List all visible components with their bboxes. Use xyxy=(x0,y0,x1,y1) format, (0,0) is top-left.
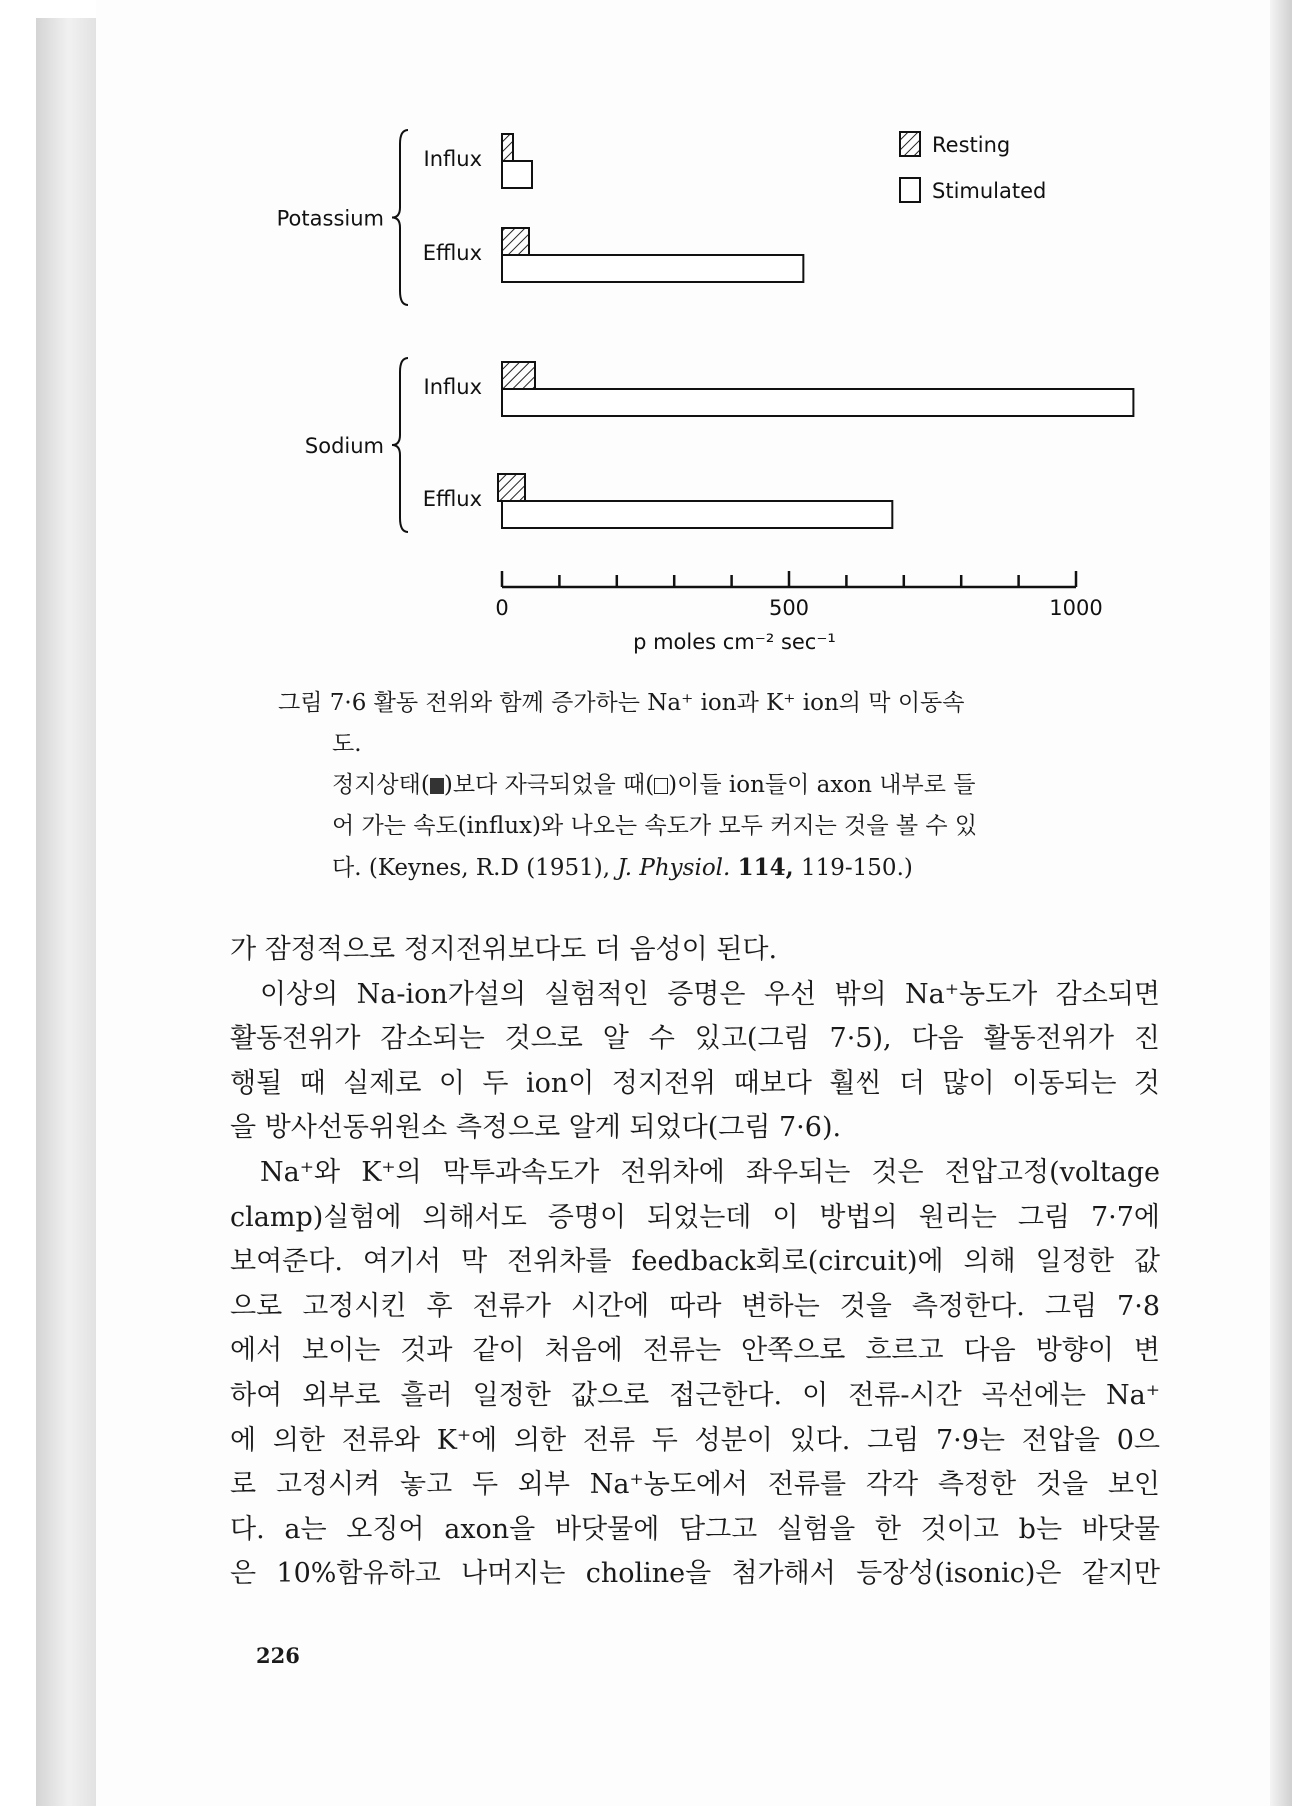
resting-bar xyxy=(502,362,535,389)
caption-line-4: 어 가는 속도(influx)와 나오는 속도가 모두 커지는 것을 볼 수 있 xyxy=(332,813,978,839)
caption-line-1: 그림 7·6 활동 전위와 함께 증가하는 Na⁺ ion과 K⁺ ion의 막 이동속 xyxy=(278,690,965,716)
paragraph-3-line: Na⁺와 K⁺의 막투과속도가 전위차에 좌우되는 것은 전압고정(voltage xyxy=(260,1156,1160,1188)
group-label-sodium: Sodium xyxy=(304,434,384,458)
group-label-potassium: Potassium xyxy=(276,206,384,231)
legend-stimulated-label: Stimulated xyxy=(932,179,1047,203)
paragraph-2-line: 이상의 Na-ion가설의 실험적인 증명은 우선 밖의 Na⁺농도가 감소되면 xyxy=(260,978,1160,1010)
paragraph-2-line: 활동전위가 감소되는 것으로 알 수 있고(그림 7·5), 다음 활동전위가 진 xyxy=(230,1023,1160,1055)
paragraph-1: 가 잠정적으로 정지전위보다도 더 음성이 된다. xyxy=(230,934,778,965)
paragraph-3-line: 에서 보이는 것과 같이 처음에 전류는 안쪽으로 흐르고 다음 방향이 변 xyxy=(230,1335,1160,1367)
row-label-efflux: Efflux xyxy=(422,241,482,265)
x-tick-label: 1000 xyxy=(1049,596,1103,620)
resting-bar xyxy=(502,134,513,161)
paragraph-3-line: clamp)실험에 의해서도 증명이 되었는데 이 방법의 원리는 그림 7·7에 xyxy=(230,1201,1160,1233)
figure-7-6 xyxy=(0,0,1292,700)
stimulated-bar xyxy=(502,389,1133,416)
x-tick-label: 0 xyxy=(495,596,509,620)
body-text xyxy=(230,928,1160,1597)
legend-stimulated-swatch xyxy=(900,178,920,202)
paragraph-3-line: 다. a는 오징어 axon을 바닷물에 담그고 실험을 한 것이고 b는 바닷물 xyxy=(230,1513,1160,1545)
ion-flux-chart xyxy=(0,0,1292,700)
stimulated-bar xyxy=(502,255,803,282)
caption-line-3b: )보다 자극되었을 때( xyxy=(443,772,655,798)
paragraph-3-line: 으로 고정시킨 후 전류가 시간에 따라 변하는 것을 측정한다. 그림 7·8 xyxy=(230,1290,1160,1322)
resting-bar xyxy=(502,228,529,255)
group-brace xyxy=(392,130,408,305)
row-label-influx: Influx xyxy=(423,147,482,171)
paragraph-3-line: 에 의한 전류와 K⁺에 의한 전류 두 성분이 있다. 그림 7·9는 전압을 0으 xyxy=(230,1424,1160,1456)
caption-line-3a: 정지상태( xyxy=(332,772,430,798)
legend-resting-swatch xyxy=(900,132,920,156)
caption-pages: 119-150.) xyxy=(793,855,913,881)
row-label-influx: Influx xyxy=(423,375,482,399)
x-tick-label: 500 xyxy=(768,596,810,620)
caption-volume: 114, xyxy=(737,854,794,881)
group-brace xyxy=(392,358,408,532)
resting-bar xyxy=(498,474,525,501)
caption-citation: 다. (Keynes, R.D (1951), xyxy=(332,855,618,881)
page-number: 226 xyxy=(256,1643,300,1668)
stimulated-swatch-icon xyxy=(654,778,668,794)
figure-caption xyxy=(278,683,1138,889)
row-label-efflux: Efflux xyxy=(422,487,482,511)
stimulated-bar xyxy=(502,161,532,188)
caption-line-3c: )이들 ion들이 axon 내부로 들 xyxy=(668,772,976,798)
stimulated-bar xyxy=(502,501,892,528)
resting-swatch-icon xyxy=(430,778,444,794)
paragraph-2-line: 행될 때 실제로 이 두 ion이 정지전위 때보다 훨씬 더 많이 이동되는 것 xyxy=(230,1067,1160,1099)
paragraph-3-line: 로 고정시켜 놓고 두 외부 Na⁺농도에서 전류를 각각 측정한 것을 보인 xyxy=(230,1469,1160,1501)
paragraph-2-line: 을 방사선동위원소 측정으로 알게 되었다(그림 7·6). xyxy=(230,1112,842,1144)
paragraph-3-line: 보여준다. 여기서 막 전위차를 feedback회로(circuit)에 의해 일정한 값 xyxy=(230,1246,1160,1278)
caption-line-2: 도. xyxy=(332,731,362,757)
paragraph-3-line: 은 10%함유하고 나머지는 choline을 첨가해서 등장성(isonic)은 같지만 xyxy=(230,1558,1160,1590)
caption-line-3 xyxy=(278,765,1138,806)
caption-line-5 xyxy=(278,847,1138,889)
paragraph-3-line: 하여 외부로 흘러 일정한 값으로 접근한다. 이 전류-시간 곡선에는 Na⁺ xyxy=(230,1379,1160,1411)
legend-resting-label: Resting xyxy=(932,133,1011,157)
caption-journal: J. Physiol. xyxy=(617,855,731,881)
x-axis-label: p moles cm⁻² sec⁻¹ xyxy=(633,630,836,654)
